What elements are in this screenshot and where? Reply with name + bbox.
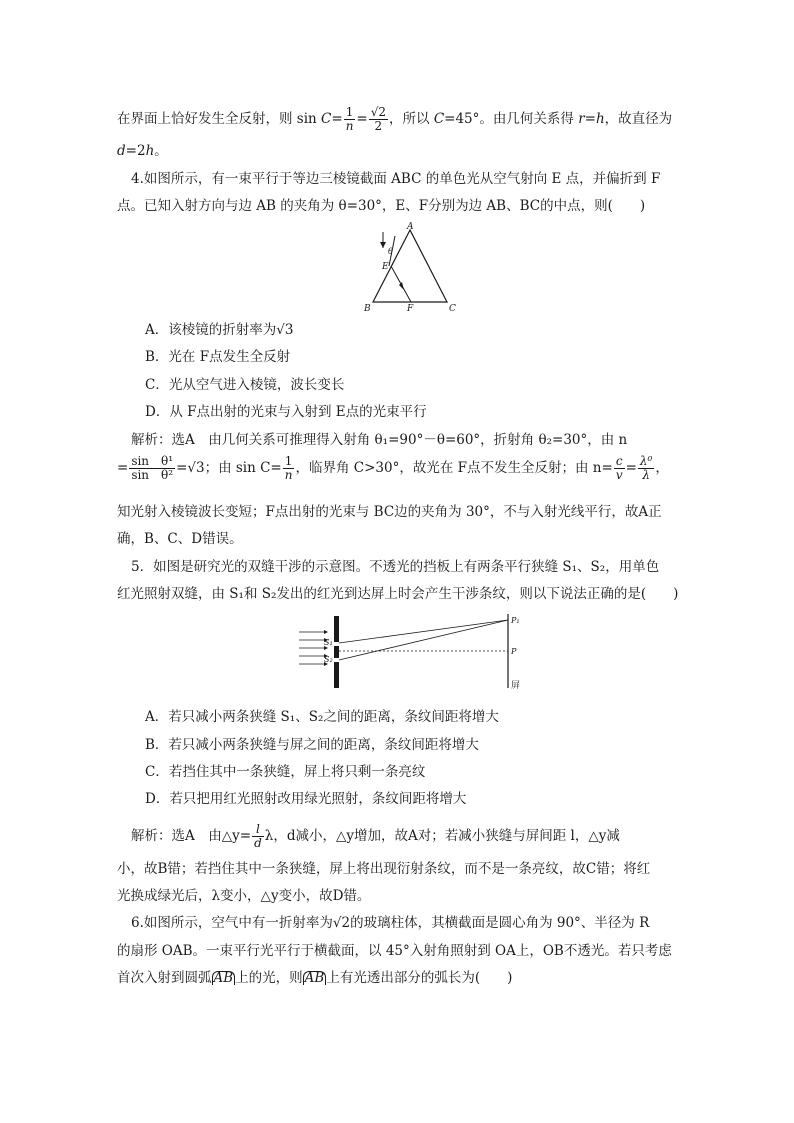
question-4-line1: 4.如图所示，有一束平行于等边三棱镜截面 ABC 的单色光从空气射向 E 点，并偏折到 F [131,171,661,187]
question-5-line1: 5．如图是研究光的双缝干涉的示意图。不透光的挡板上有两条平行狭缝 S₁、S₂，用单色 [131,559,660,575]
q4-answer-line3: 知光射入棱镜波长变短；F点出射的光束与 BC边的夹角为 30°，不与入射光线平行，故A正 [117,504,662,520]
text-run: C [433,111,445,127]
q4-option-b: B．光在 F点发生全反射 [145,349,291,365]
fraction [283,455,295,482]
question-5-line2: 红光照射双缝，由 S₁和 S₂发出的红光到达屏上时会产生干涉条纹，则以下说法正确的是( ) [117,586,679,602]
text-run: ，故直径为 [604,111,673,127]
text-run: = [356,111,368,127]
text-run: =45°。由几何关系得 [444,111,579,127]
q4-answer-line2 [117,455,669,482]
arc-notation: AB [304,970,325,986]
denominator: sin θ² [131,468,174,482]
text-run: ，所以 [389,111,434,127]
fraction [369,106,388,133]
numerator: l [252,823,264,837]
question-6-line3 [117,969,512,987]
fraction [614,455,625,482]
q5-option-a: A．若只减小两条狭缝 S₁、S₂之间的距离，条纹间距将增大 [145,709,499,725]
q5-option-d: D．若只把用红光照射改用绿光照射，条纹间距将增大 [145,791,467,807]
text-run: = [117,460,129,476]
text-run: =2 [125,143,146,159]
text-run: = [331,111,343,127]
prism-diagram [355,222,475,314]
text-run: h [595,111,605,127]
fraction [344,106,356,133]
text-run: 首次入射到圆弧 [117,970,212,986]
numerator: c [614,455,625,469]
screen-label: 屏 [511,681,521,691]
barrier-middle [334,646,339,658]
numerator: λ⁰ [639,454,653,468]
numerator: sin θ¹ [131,454,174,468]
text-run: 上的光，则 [235,970,303,986]
q4-option-d: D．从 F点出射的光束与入射到 E点的光束平行 [145,404,427,420]
arc-notation: AB [213,970,234,986]
text-line [117,142,168,160]
denominator: n [284,468,293,482]
numerator: 1 [283,455,295,469]
q5-option-c: C．若挡住其中一条狭缝，屏上将只剩一条亮纹 [145,764,426,780]
q4-option-c: C．光从空气进入棱镜，波长变长 [145,377,345,393]
numerator: 1 [344,106,356,120]
denominator: λ [642,468,650,482]
point-label-p: P [511,647,517,656]
denominator: n [345,119,354,133]
q5-option-b: B．若只减小两条狭缝与屏之间的距离，条纹间距将增大 [145,737,479,753]
text-run: h [145,143,155,159]
text-run: = [584,111,596,127]
text-run: 解析：选A 由△y= [131,828,252,844]
barrier-bottom [334,662,339,688]
double-slit-diagram [294,612,534,692]
q4-option-a: A．该棱镜的折射率为√3 [145,322,294,338]
text-run: C [321,111,332,127]
fraction [129,455,175,482]
q5-answer-line3: 光换成绿光后，λ变小，△y变小，故D错。 [117,888,371,904]
point-label-e: E [382,262,389,272]
text-run: 上有光透出部分的弧长为( ) [326,970,513,986]
vertex-label-a: A [407,222,414,232]
barrier-top [334,616,339,642]
q5-answer-line2: 小，故B错；若挡住其中一条狭缝，屏上将出现衍射条纹，而不是一条亮纹，故C错；将红 [117,861,651,877]
vertex-label-c: C [449,304,456,314]
denominator: d [254,836,262,850]
text-run: 在界面上恰好发生全反射，则 sin [117,111,322,127]
slit-label-s1: S₁ [324,638,333,647]
numerator: √2 [370,105,387,119]
text-run: =√3；由 sin C= [176,460,282,476]
question-6-line1: 6.如图所示，空气中有一折射率为√2的玻璃柱体，其横截面是圆心角为 90°、半径为 R [131,915,650,931]
question-6-line2: 的扇形 OAB。一束平行光平行于横截面，以 45°入射角照射到 OA上，OB不透光。若只考虑 [117,943,672,959]
text-run: = [625,460,637,476]
text-run: d [117,143,126,159]
vertex-label-b: B [364,304,371,314]
text-run: r [578,111,585,127]
text-run: ，临界角 C>30°，故光在 F点不发生全反射；由 n= [295,460,613,476]
text-run: λ，d减小，△y增加，故A对；若减小狭缝与屏间距 l，△y减 [264,828,620,844]
point-label-f: F [407,304,414,314]
fraction [638,455,654,482]
denominator: 2 [374,119,383,133]
q5-answer-line1 [131,823,620,850]
slit-label-s2: S₂ [324,655,333,664]
text-line [117,106,672,133]
fraction [252,823,264,850]
text-run: ， [655,460,669,476]
angle-label-theta: θ [388,247,393,256]
q4-answer-line4: 确，B、C、D错误。 [117,531,243,547]
question-4-line2: 点。已知入射方向与边 AB 的夹角为 θ=30°，E、F分别为边 AB、BC的中点，则( ) [117,198,646,214]
point-label-p1: P₁ [511,616,520,625]
denominator: v [615,468,623,482]
text-run: 。 [154,143,168,159]
q4-answer-line1: 解析：选A 由几何关系可推理得入射角 θ₁=90°－θ=60°，折射角 θ₂=30°，由 n [131,432,628,448]
incident-light-arrows [299,632,327,664]
